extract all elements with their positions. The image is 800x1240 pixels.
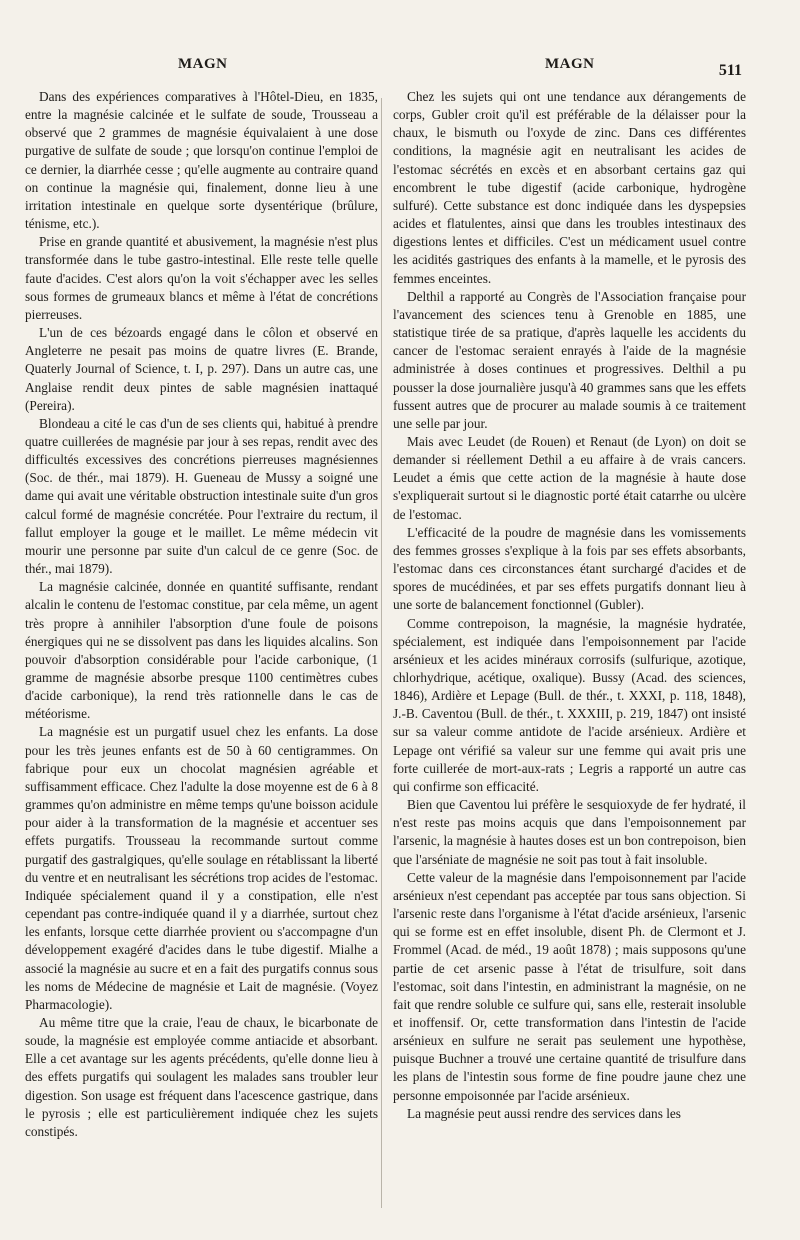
paragraph: L'efficacité de la poudre de magnésie dans les vomissements des femmes grosses s'explique à la fois par ses effets absorbants, l'estomac dans ces circonstances étant surchargé d'acides et de spores de mucédinées, et par ses effets purgatifs donnant lieu à une sorte de balancement fonctionnel (Gubler). — [393, 524, 746, 613]
paragraph: La magnésie est un purgatif usuel chez les enfants. La dose pour les très jeunes enfants est de 50 à 60 centigrammes. On fabrique pour eux un chocolat magnésien agréable et suffisamment efficace. Chez l'adulte la dose moyenne est de 6 à 8 grammes qu'on administre en même temps qu'une boisson acidule pour aider à la transformation de la magnésie et accentuer ses effets purgatifs. Trousseau la recommande surtout comme purgatif des gastralgiques, qu'elle soulage en rétablissant la liberté du ventre et en neutralisant les sécrétions trop acides de l'estomac. Indiquée spécialement quand il y a constipation, elle n'est cependant pas contre-indiquée quand il y a diarrhée, surtout chez les enfants, lorsque cette diarrhée provient ou s'accompagne d'un développement exagéré d'acides dans le tube digestif. Mialhe a associé la magnésie au sucre et en a fait des purgatifs connus sous les noms de Médecine de magnésie et Lait de magnésie. (Voyez Pharmacologie). — [25, 724, 378, 1012]
paragraph: La magnésie peut aussi rendre des services dans les — [407, 1105, 681, 1121]
paragraph: Au même titre que la craie, l'eau de chaux, le bicarbonate de soude, la magnésie est employée comme antiacide et absorbant. Elle a cet avantage sur les agents précédents, qu'elle donne lieu à des effets purgatifs qui soulagent les malades sans troubler leur digestion. Son usage est fréquent dans l'acescence gastrique, dans le pyrosis ; elle est particulièrement indiquée chez les sujets constipés. — [25, 1014, 378, 1139]
paragraph: Comme contrepoison, la magnésie, la magnésie hydratée, spécialement, est indiquée dans l'empoisonnement par l'acide arsénieux et les acides minéraux corrosifs (sulfurique, azotique, chlorhydrique, acétique, oxalique). Bussy (Acad. des sciences, 1846), Ardière et Lepage (Bull. de thér., t. XXXI, p. 118, 1848), J.-B. Caventou (Bull. de thér., t. XXXIII, p. 219, 1847) ont insisté sur sa valeur comme antidote de l'acide arsénieux. Ardière et Lepage ont vérifié sa valeur sur une femme qui avait pris une forte cuillerée de mort-aux-rats ; Legris a rapporté un autre cas qui confirme son efficacité. — [393, 615, 746, 794]
left-column — [25, 88, 378, 1141]
right-running-head: MAGN — [545, 56, 595, 72]
paragraph: La magnésie calcinée, donnée en quantité suffisante, rendant alcalin le contenu de l'estomac constitue, par cela même, un agent très propre à annihiler l'absorption d'une foule de poisons énergiques qui ne se dissolvent pas dans les liquides alcalins. Son pouvoir d'absorption considérable pour l'acide carbonique, (1 gramme de magnésie absorbe presque 1100 centimètres cubes d'acide carbonique), la rend très rationnelle dans le cas de météorisme. — [25, 579, 378, 722]
page-number: 511 — [718, 62, 742, 79]
column-divider — [381, 98, 382, 1208]
paragraph: L'un de ces bézoards engagé dans le côlon et observé en Angleterre ne pesait pas moins de quatre livres (E. Brande, Quaterly Journal of Science, t. I, p. 297). Dans un autre cas, une Anglaise rendit deux pintes de sable magnésien inattaqué (Pereira). — [25, 325, 378, 413]
paragraph: Prise en grande quantité et abusivement, la magnésie n'est plus transformée dans le tube gastro-intestinal. Elle reste telle quelle faute d'acides. C'est alors qu'on la voit s'échapper avec les selles sous formes de grumeaux blancs et même à l'état de concrétions pierreuses. — [25, 234, 378, 322]
right-column — [393, 88, 746, 1123]
paragraph: Dans des expériences comparatives à l'Hôtel-Dieu, en 1835, entre la magnésie calcinée et le sulfate de soude, Trousseau a observé que 2 grammes de magnésie équivalaient à une dose purgative de sulfate de soude ; que lorsqu'on continue l'emploi de ce dernier, la diarrhée cesse ; qu'elle augmente au contraire quand on continue la magnésie qui, finalement, donne lieu à une irritation intestinale en quelque sorte dysentérique (brûlure, ténisme, etc.). — [25, 89, 378, 232]
paragraph: Mais avec Leudet (de Rouen) et Renaut (de Lyon) on doit se demander si réellement Dethil a eu affaire à de vrais cancers. Leudet a émis que cette action de la magnésie à haute dose s'expliquerait surtout si le diagnostic porté était catarrhe ou ulcère de l'estomac. — [393, 433, 746, 522]
paragraph: Chez les sujets qui ont une tendance aux dérangements de corps, Gubler croit qu'il est préférable de la délaisser pour la chaux, le bismuth ou l'oxyde de zinc. Dans ces différentes conditions, la magnésie agit en neutralisant les acides de l'estomac sécrétés en excès et en absorbant certains gaz qui encombrent le tube digestif (acide carbonique, hydrogène sulfuré). Cette substance est donc indiquée dans les dyspepsies acides et flatulentes, ainsi que dans les troubles intestinaux des digestions lentes et difficiles. C'est un médicament usuel contre les acidités gastriques des enfants à la mamelle, et le pyrosis des femmes enceintes. — [393, 89, 746, 286]
left-running-head: MAGN — [178, 56, 228, 72]
paragraph: Cette valeur de la magnésie dans l'empoisonnement par l'acide arsénieux n'est cependant pas acceptée par tous sans objection. Si l'arsenic reste dans l'organisme à l'état d'acide arsénieux, l'arsenic qui se forme est en effet insoluble, disent Ph. de Clermont et J. Frommel (Acad. de méd., 19 août 1878) ; mais supposons qu'une partie de cet arsenic passe à l'état de trisulfure, soit dans l'estomac, soit dans l'intestin, en administrant la magnésie, on ne fait que rendre soluble ce sulfure qui, sans elle, resterait insoluble et inoffensif. Or, cette transformation dans l'intestin de l'acide arsénieux en sulfure ne serait pas seulement une hypothèse, puisque Buchner a trouvé une certaine quantité de trisulfure dans les plans de l'intestin sous forme de fine poudre jaune chez une personne empoisonnée par l'acide arsénieux. — [393, 869, 746, 1103]
paragraph: Blondeau a cité le cas d'un de ses clients qui, habitué à prendre quatre cuillerées de magnésie par jour à ses repas, rendit avec des difficultés excessives des concrétions pierreuses magnésiennes (Soc. de thér., mai 1879). H. Gueneau de Mussy a soigné une dame qui avait une véritable obstruction intestinale suite d'un gros calcul formé de magnésie concrétée. Pour l'extraire du rectum, il fallut employer la gouge et le maillet. Le même médecin vit mourir une personne par suite d'un calcul de ce genre (Soc. de thér., mai 1879). — [25, 415, 378, 577]
paragraph: Bien que Caventou lui préfère le sesquioxyde de fer hydraté, il n'est reste pas moins acquis que dans l'empoisonnement par l'arsenic, la magnésie à hautes doses est un bon contrepoison, bien que l'arséniate de magnésie ne soit pas tout à fait insoluble. — [393, 797, 746, 867]
paragraph: Delthil a rapporté au Congrès de l'Association française pour l'avancement des sciences tenu à Grenoble en 1885, une statistique tirée de sa pratique, d'après laquelle les accidents du cancer de l'estomac seraient enrayés à l'aide de la magnésie administrée à doses continues et progressives. Delthil a pu pousser la dose journalière jusqu'à 40 grammes sans que les effets fussent autres que de procurer au malade soumis à ce traitement une selle par jour. — [393, 288, 746, 431]
